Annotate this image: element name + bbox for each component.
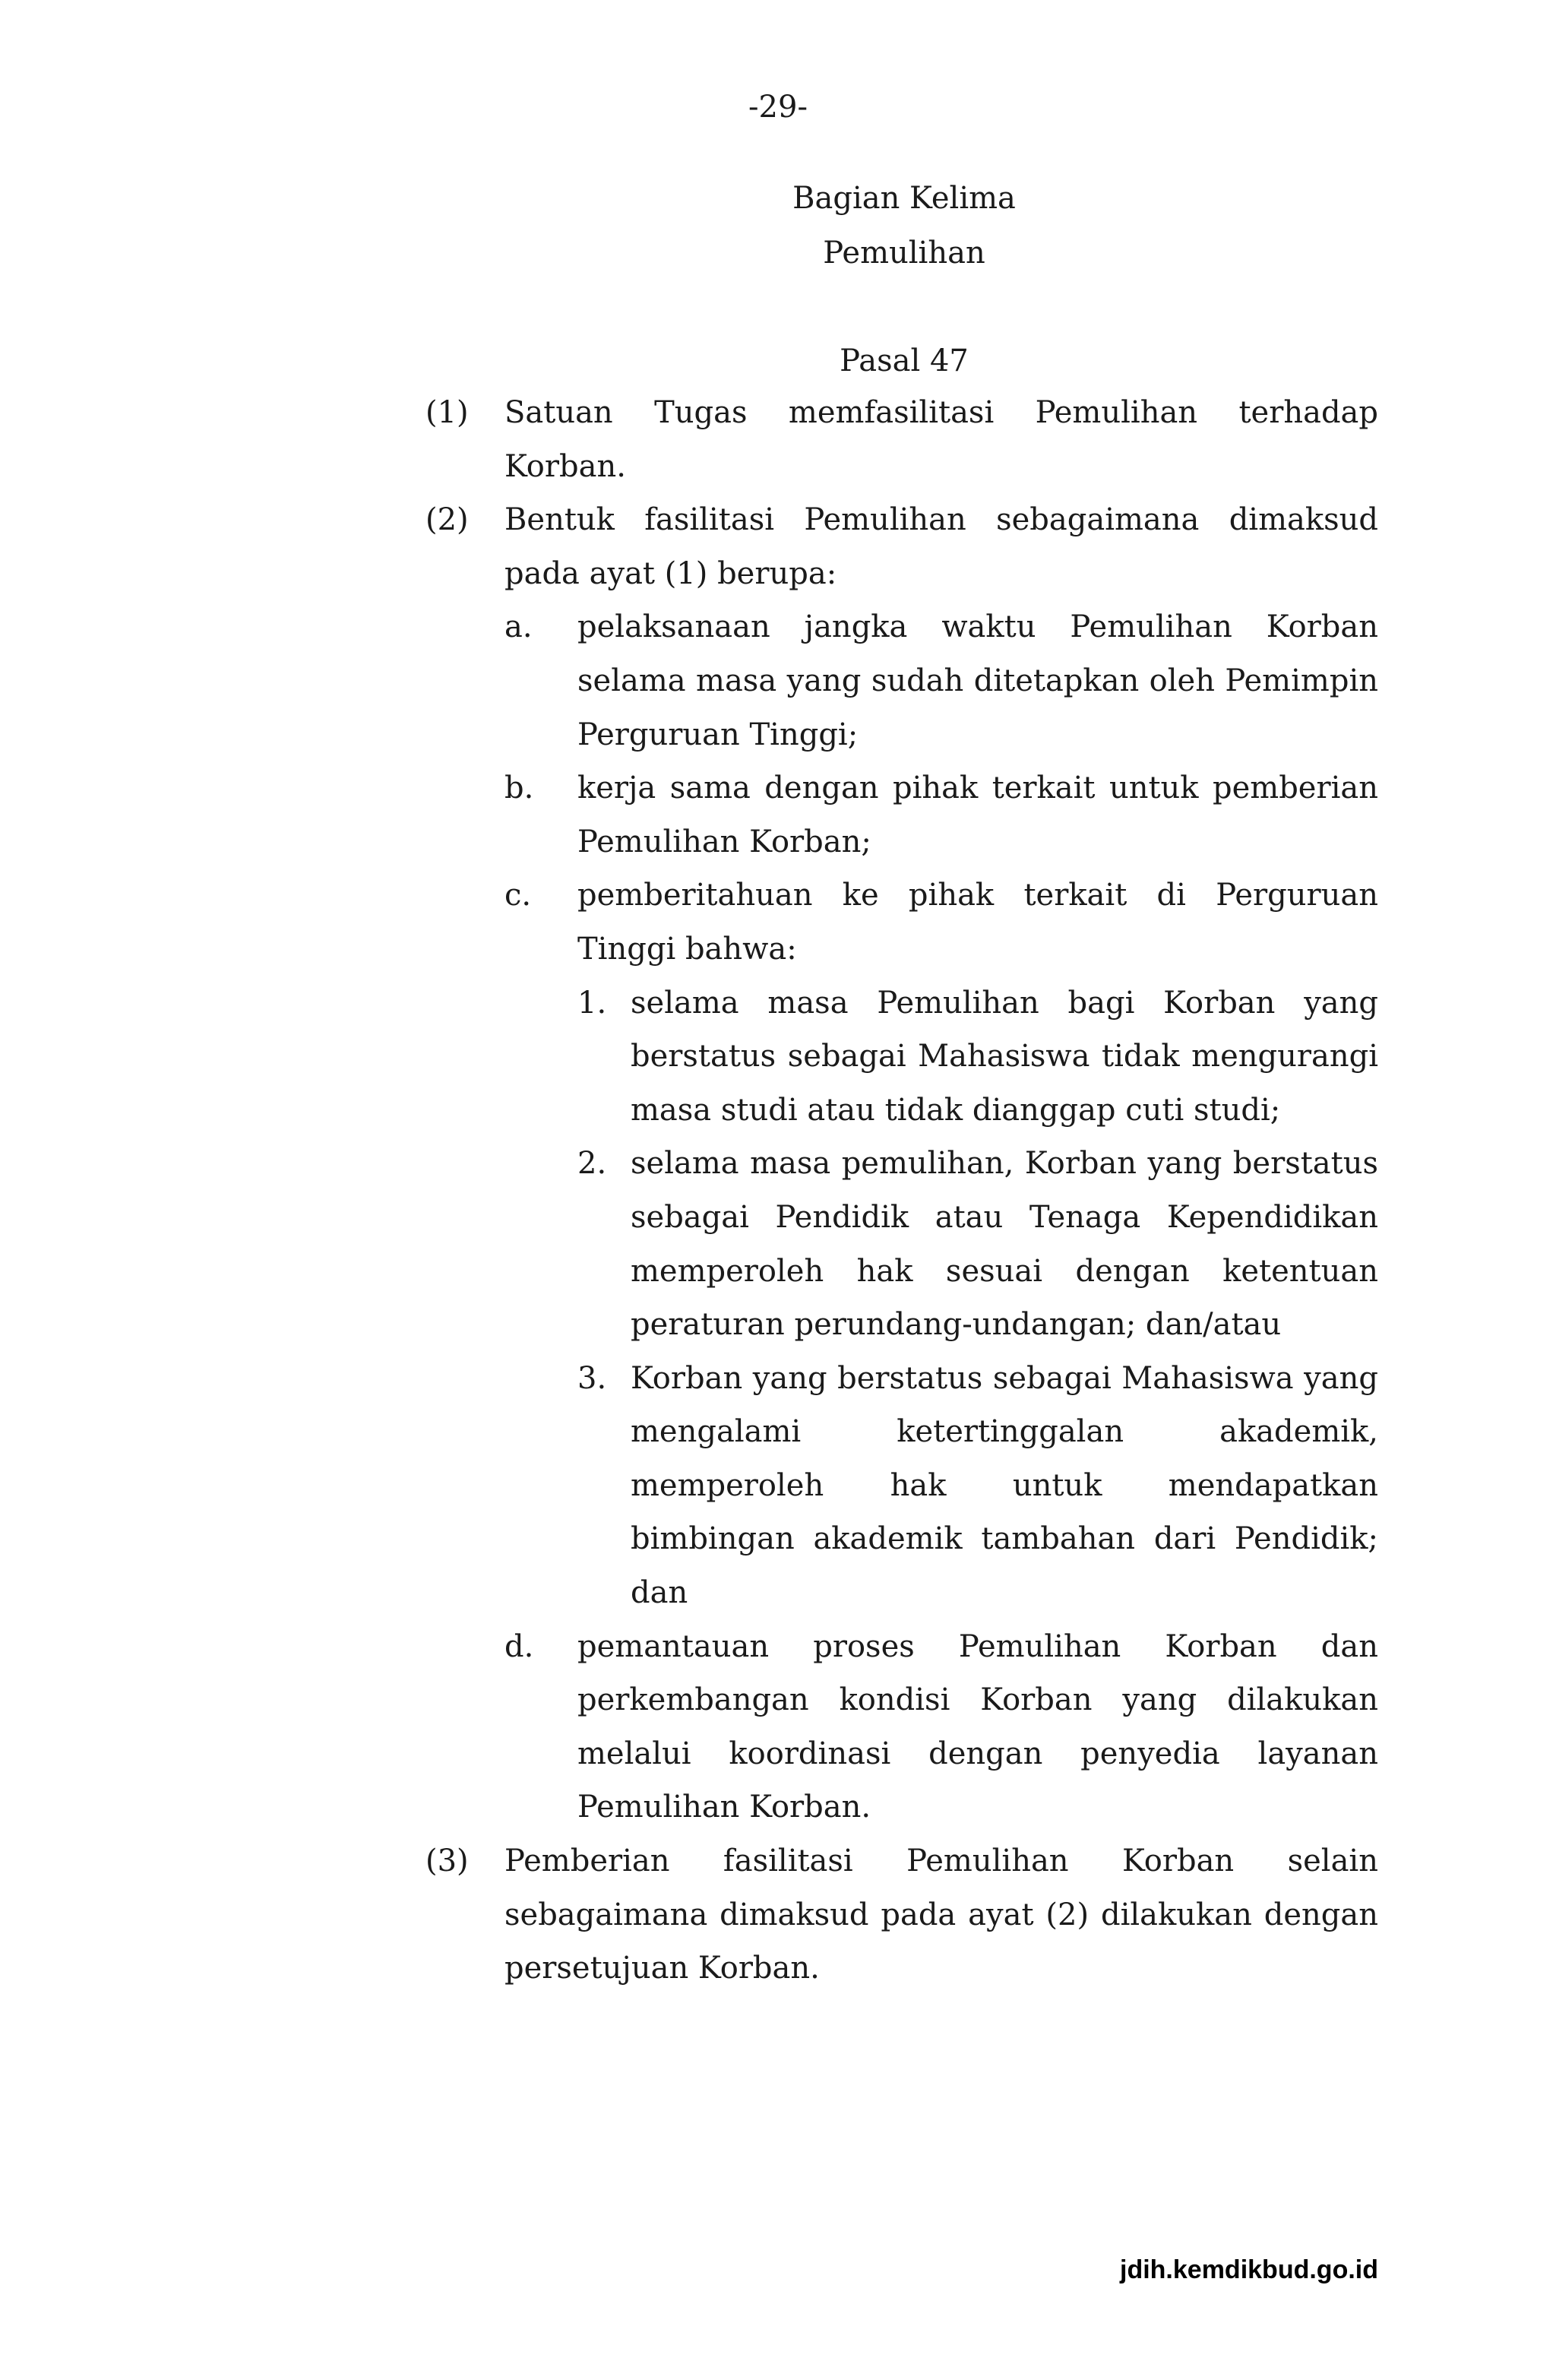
source-url: jdih.kemdikbud.go.id: [1120, 2255, 1378, 2284]
clause-number: (1): [425, 395, 469, 430]
item-letter: c.: [504, 878, 532, 913]
sub-item-number: 2.: [577, 1146, 607, 1182]
clause-content: [504, 493, 1378, 1834]
sub-item-2: [577, 1137, 1378, 1351]
list-item-c: [504, 869, 1378, 1619]
clause-text: Satuan Tugas memfasilitasi Pemulihan terhadap Korban.: [504, 395, 1378, 484]
sub-item-text: selama masa Pemulihan bagi Korban yang berstatus sebagai Mahasiswa tidak mengurangi masa studi atau tidak dianggap cuti studi;: [631, 985, 1378, 1128]
article-body: [425, 386, 1378, 1995]
clause-number: (3): [425, 1844, 469, 1879]
page-number: -29-: [748, 90, 808, 125]
sub-item-1: [577, 976, 1378, 1138]
item-text: pelaksanaan jangka waktu Pemulihan Korban selama masa yang sudah ditetapkan oleh Pemimpin Perguruan Tinggi;: [577, 609, 1378, 752]
clause-1: [425, 386, 1378, 493]
clause-text: Pemberian fasilitasi Pemulihan Korban selain sebagaimana dimaksud pada ayat (2) dilakukan dengan persetujuan Korban.: [504, 1844, 1378, 1986]
sub-item-text: Korban yang berstatus sebagai Mahasiswa yang mengalami ketertinggalan akademik, memperoleh hak untuk mendapatkan bimbingan akademik tambahan dari Pendidik; dan: [631, 1360, 1378, 1611]
sub-item-number: 3.: [577, 1360, 607, 1396]
clause-2: [425, 493, 1378, 1834]
item-letter: d.: [504, 1628, 534, 1664]
clause-text: Bentuk fasilitasi Pemulihan sebagaimana dimaksud pada ayat (1) berupa:: [504, 502, 1378, 591]
item-content: [577, 869, 1378, 1619]
clause-number: (2): [425, 502, 469, 538]
list-item-a: [504, 600, 1378, 761]
list-item-d: [504, 1620, 1378, 1834]
sub-item-text: selama masa pemulihan, Korban yang berstatus sebagai Pendidik atau Tenaga Kependidikan memperoleh hak sesuai dengan ketentuan peraturan perundang-undangan; dan/atau: [631, 1146, 1378, 1343]
list-item-b: [504, 761, 1378, 869]
item-text: kerja sama dengan pihak terkait untuk pemberian Pemulihan Korban;: [577, 771, 1378, 859]
item-letter: a.: [504, 609, 533, 645]
sub-item-3: [577, 1352, 1378, 1620]
item-letter: b.: [504, 771, 534, 806]
sub-item-number: 1.: [577, 985, 607, 1021]
section-title: Bagian Kelima: [792, 181, 1016, 216]
clause-3: [425, 1834, 1378, 1995]
item-text: pemberitahuan ke pihak terkait di Perguruan Tinggi bahwa:: [577, 878, 1378, 967]
article-title: Pasal 47: [840, 343, 969, 378]
section-subtitle: Pemulihan: [823, 236, 985, 271]
item-text: pemantauan proses Pemulihan Korban dan perkembangan kondisi Korban yang dilakukan melalui koordinasi dengan penyedia layanan Pemulihan Korban.: [577, 1628, 1378, 1825]
